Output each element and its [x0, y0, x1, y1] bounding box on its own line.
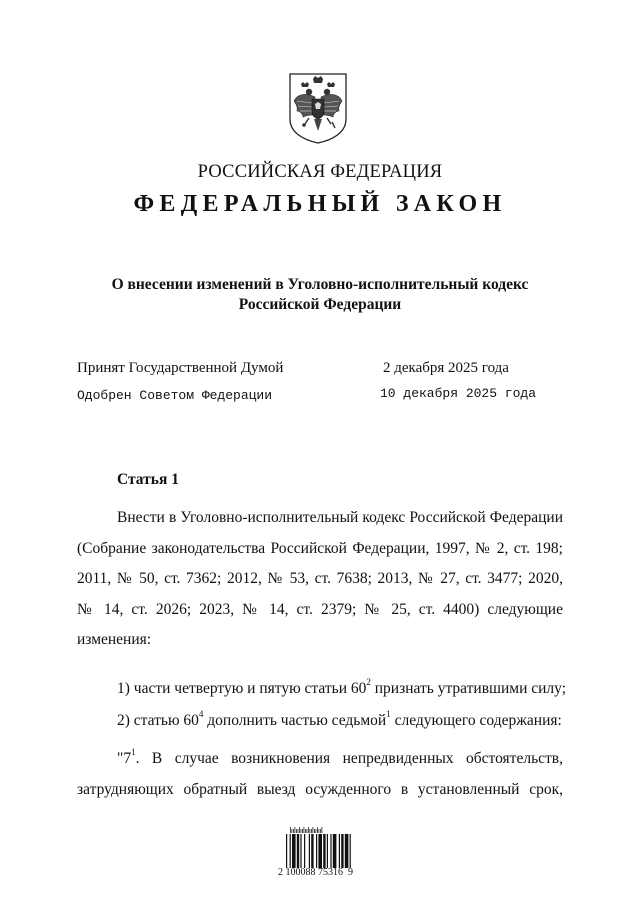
item-1: 1) части четвертую и пятую статьи $60^2$ признать утратившими силу; — [117, 676, 567, 697]
duma-adoption-label: Принят Государственной Думой — [77, 360, 284, 376]
document-type: ФЕДЕРАЛЬНЫЙ ЗАКОН — [133, 191, 507, 217]
coat-of-arms-emblem — [287, 71, 349, 145]
intro-line-3: 2011, № 50, ст. 7362; 2012, № 53, ст. 7638; 2013, № 27, ст. 3477; 2020, — [77, 570, 563, 587]
intro-line-5: изменения: — [77, 631, 152, 648]
law-title-line-2: Российской Федерации — [238, 296, 402, 313]
law-title — [100, 275, 540, 315]
duma-adoption-date: 2 декабря 2025 года — [383, 360, 509, 376]
article-intro — [77, 503, 563, 656]
barcode-number: 2 100088 75316 9 — [278, 867, 353, 878]
country-name: РОССИЙСКАЯ ФЕДЕРАЦИЯ — [197, 162, 443, 182]
article-heading: Статья 1 — [117, 471, 179, 488]
barcode — [286, 826, 370, 871]
council-approval-label: Одобрен Советом Федерации — [77, 388, 273, 403]
quoted-text — [77, 744, 563, 805]
intro-line-1: Внести в Уголовно-исполнительный кодекс Российской Федерации — [117, 509, 563, 526]
intro-line-4: № 14, ст. 2026; 2023, № 14, ст. 2379; № 25, ст. 4400) следующие — [77, 600, 563, 618]
law-title-line-1: О внесении изменений в Уголовно-исполнительный кодекс — [111, 276, 529, 293]
item-2: 2) статью $60^4$ дополнить частью седьмой$^1$ следующего содержания: — [117, 708, 562, 729]
quote-line-2: затрудняющих обратный выезд осужденного в установленный срок, — [77, 780, 563, 798]
council-approval-date: 10 декабря 2025 года — [380, 386, 537, 401]
intro-line-2: (Собрание законодательства Российской Федерации, 1997, № 2, ст. 198; — [77, 539, 563, 557]
quote-line-1: "$7^1$. В случае возникновения непредвиденных обстоятельств, — [117, 746, 563, 767]
